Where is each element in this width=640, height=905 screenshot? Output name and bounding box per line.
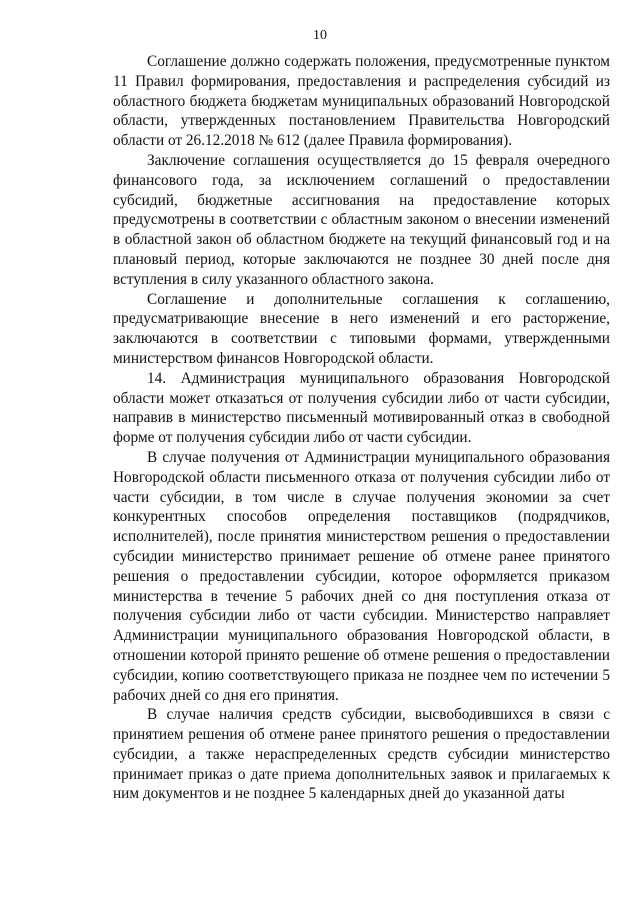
document-body xyxy=(113,52,610,804)
paragraph-6: В случае наличия средств субсидии, высвободившихся в связи с принятием решения об отмене ранее принятого решения о предоставлении субсидии, а также нераспределенных средств субсидии министерство принимает приказ о дате приема дополнительных заявок и прилагаемых к ним документов и не позднее 5 календарных дней до указанной даты xyxy=(113,706,610,803)
paragraph-4: 14. Администрация муниципального образования Новгородской области может отказаться от получения субсидии либо от части субсидии, направив в министерство письменный мотивированный отказ в свободной форме от получения субсидии либо от части субсидии. xyxy=(113,369,610,447)
paragraph-5: В случае получения от Администрации муниципального образования Новгородской области письменного отказа от получения субсидии либо от части субсидии, в том числе в случае получения экономии за счет конкурентных способов определения поставщиков (подрядчиков, исполнителей), после принятия министерством решения о предоставлении субсидии министерство принимает решение об отмене ранее принятого решения о предоставлении субсидии, которое оформляется приказом министерства в течение 5 рабочих дней со дня поступления отказа от получения субсидии либо от части субсидии. Министерство направляет Администрации муниципального образования Новгородской области, в отношении которой принято решение об отмене решения о предоставлении субсидии, копию соответствующего приказа не позднее чем по истечении 5 рабочих дней со дня его принятия. xyxy=(113,448,610,704)
paragraph-2: Заключение соглашения осуществляется до 15 февраля очередного финансового года, за исключением соглашений о предоставлении субсидий, бюджетные ассигнования на предоставление которых предусмотрены в соответствии с областным законом о внесении изменений в областной закон об областном бюджете на текущий финансовый год и на плановый период, которые заключаются не позднее 30 дней после дня вступления в силу указанного областного закона. xyxy=(113,151,610,288)
paragraph-3: Соглашение и дополнительные соглашения к соглашению, предусматривающие внесение в него изменений и его расторжение, заключаются в соответствии с типовыми формами, утвержденными министерством финансов Новгородской области. xyxy=(113,290,610,367)
paragraph-1: Соглашение должно содержать положения, предусмотренные пунктом 11 Правил формирования, предоставления и распределения субсидий из областного бюджета бюджетам муниципальных образований Новгородской области, утвержденных постановлением Правительства Новгородский области от 26.12.2018 № 612 (далее Правила формирования). xyxy=(113,53,610,150)
page-number: 10 xyxy=(313,28,327,43)
